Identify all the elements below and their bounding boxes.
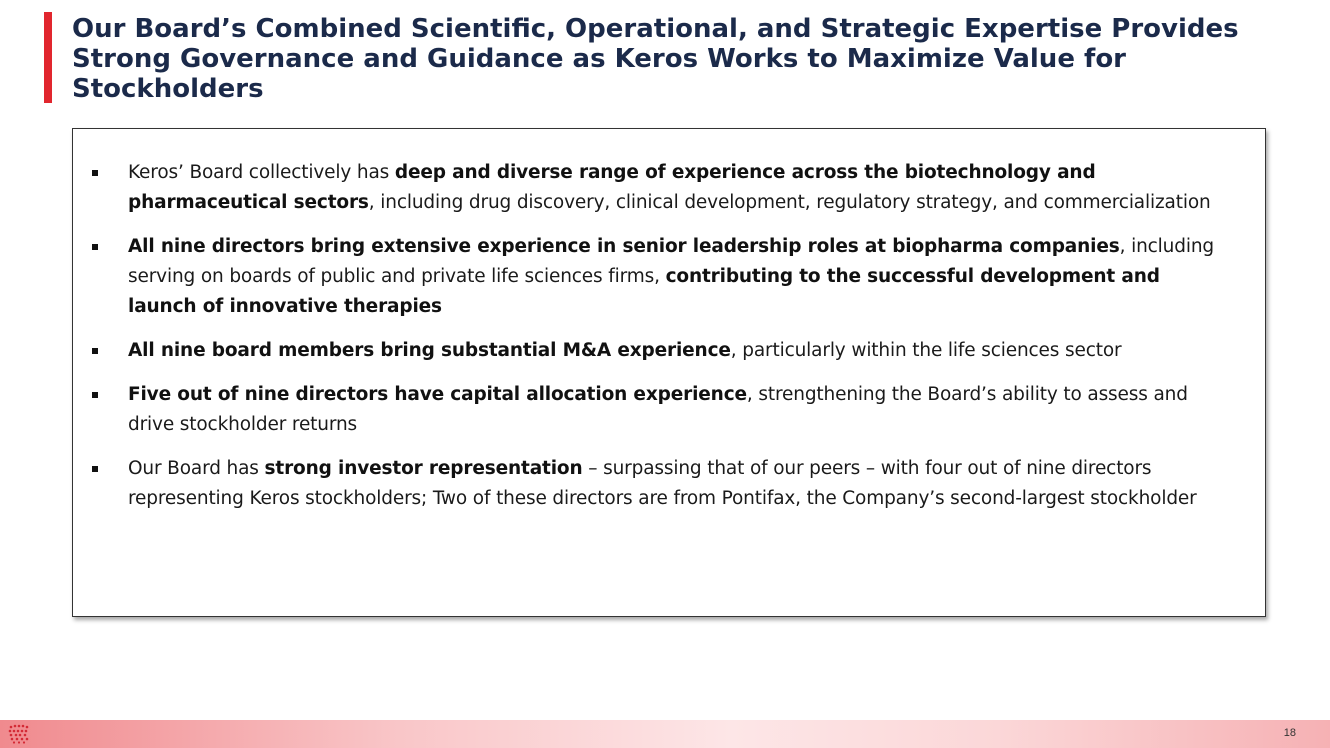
square-bullet-icon	[92, 466, 98, 472]
text-run-bold: contributing to the successful development and launch of innovative therapies	[128, 266, 1160, 317]
footer-band	[0, 720, 1330, 748]
bullet-text	[128, 458, 1197, 509]
bullet-list	[73, 129, 1265, 514]
bullet-text	[128, 236, 1214, 317]
square-bullet-icon	[92, 348, 98, 354]
text-run: Our Board has	[128, 458, 265, 479]
bullet-item	[92, 380, 1225, 440]
bullet-item	[92, 454, 1225, 514]
keros-logo-icon	[8, 724, 30, 744]
page-number: 18	[1283, 727, 1296, 739]
bullet-item	[92, 336, 1225, 366]
slide-title: Our Board’s Combined Scientific, Operational, and Strategic Expertise Provides Strong Governance and Guidance as Keros Works to Maximize Value for Stockholders	[72, 14, 1239, 104]
text-run: – surpassing that of our peers – with four out of nine directors representing Keros stockholders; Two of these directors are from Pontifax, the Company’s second-largest stockholder	[128, 458, 1197, 509]
bullet-text	[128, 162, 1211, 213]
text-run-bold: deep and diverse range of experience across the biotechnology and pharmaceutical sectors	[128, 162, 1096, 213]
text-run-bold: All nine directors bring extensive experience in senior leadership roles at biopharma companies	[128, 236, 1120, 257]
bullet-item	[92, 158, 1225, 218]
square-bullet-icon	[92, 170, 98, 176]
text-run: Keros’ Board collectively has	[128, 162, 395, 183]
text-run-bold: Five out of nine directors have capital allocation experience	[128, 384, 747, 405]
bullet-text	[128, 340, 1121, 361]
text-run: , including serving on boards of public and private life sciences firms,	[128, 236, 1214, 287]
bullet-text	[128, 384, 1188, 435]
text-run-bold: All nine board members bring substantial M&A experience	[128, 340, 731, 361]
text-run: , including drug discovery, clinical development, regulatory strategy, and commercialization	[368, 192, 1211, 213]
text-run: , particularly within the life sciences sector	[730, 340, 1122, 361]
bullet-item	[92, 232, 1225, 322]
title-accent-bar	[44, 12, 52, 103]
content-box	[72, 128, 1266, 617]
square-bullet-icon	[92, 392, 98, 398]
text-run: , strengthening the Board’s ability to assess and drive stockholder returns	[128, 384, 1188, 435]
square-bullet-icon	[92, 244, 98, 250]
text-run-bold: strong investor representation	[264, 458, 583, 479]
